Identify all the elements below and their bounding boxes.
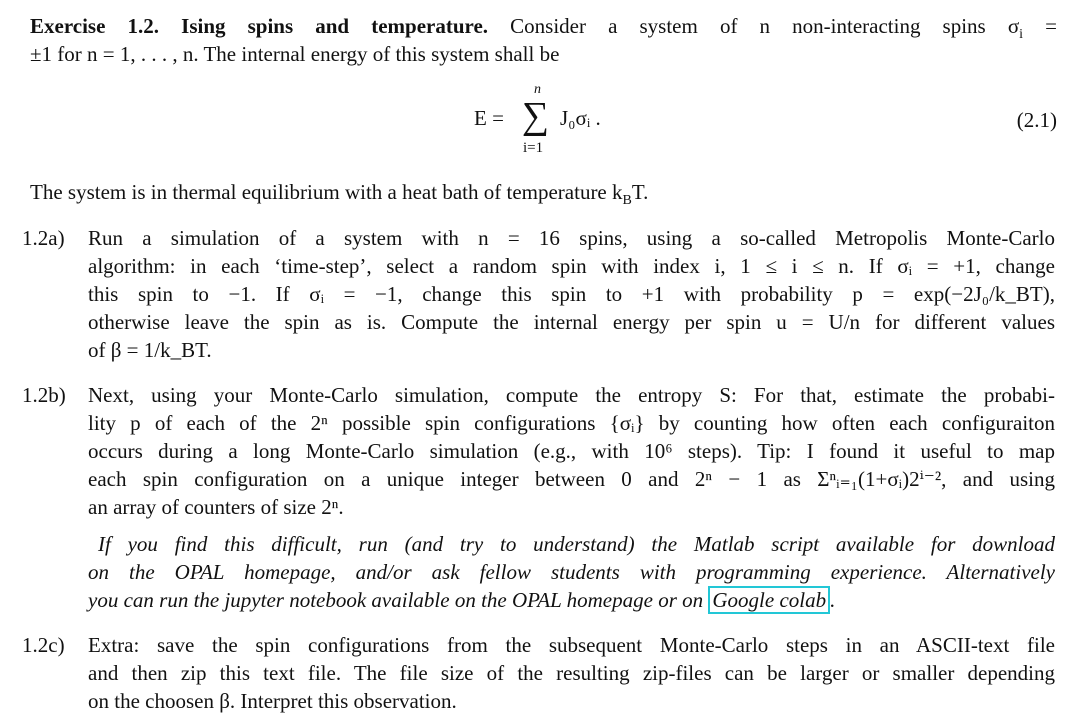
sum-upper-limit: n <box>534 82 541 97</box>
item-b-line: each spin configuration on a unique integer between 0 and 2ⁿ − 1 as Σⁿᵢ₌₁(1+σᵢ)2ⁱ⁻², and using <box>88 467 1055 491</box>
google-colab-link[interactable]: Google colab <box>708 586 830 614</box>
item-b-line: Next, using your Monte-Carlo simulation, compute the entropy S: For that, estimate the probabi- <box>88 383 1055 407</box>
item-a-line: otherwise leave the spin as is. Compute the internal energy per spin u = U/n for different values <box>88 310 1055 334</box>
thermal-text-end: T. <box>631 180 649 204</box>
item-b-note-line: on the OPAL homepage, and/or ask fellow students with programming experience. Alternatively <box>88 560 1055 584</box>
equation-number: (2.1) <box>1016 108 1057 132</box>
link-trailing-period: . <box>830 588 836 612</box>
item-b-label: 1.2b) <box>22 383 66 407</box>
exercise-intro-a: Consider a system of n non-interacting spins σ <box>510 14 1020 38</box>
item-a-line: of β = 1/k_BT. <box>88 338 212 362</box>
sum-lower-limit: i=1 <box>523 140 544 156</box>
item-b-note-line: If you find this difficult, run (and try to understand) the Matlab script available for download <box>98 532 1055 556</box>
item-b-line: lity p of each of the 2ⁿ possible spin configurations {σᵢ} by counting how often each configuraiton <box>88 411 1055 435</box>
exercise-label: Exercise 1.2. <box>30 14 160 38</box>
exercise-title: Ising spins and temperature. <box>181 14 489 38</box>
item-a-label: 1.2a) <box>22 226 65 250</box>
sum-symbol: ∑ <box>522 95 550 137</box>
item-b-note-line-last <box>88 586 835 614</box>
equation-rhs: J₀σᵢ . <box>560 106 601 130</box>
exercise-heading-line: Exercise 1.2. Ising spins and temperature. Consider a system of n non-interacting spins $\sigma_i$ = <box>30 14 1057 42</box>
thermal-text: The system is in thermal equilibrium with a heat bath of temperature k <box>30 180 623 204</box>
item-c-line: on the choosen β. Interpret this observation. <box>88 689 457 713</box>
energy-equation <box>474 80 674 160</box>
item-a-line: this spin to −1. If σᵢ = −1, change this spin to +1 with probability p = exp(−2J₀/k_BT), <box>88 282 1055 306</box>
item-a-line: Run a simulation of a system with n = 16 spins, using a so-called Metropolis Monte-Carlo <box>88 226 1055 250</box>
exercise-intro-b: ±1 for n = 1, . . . , n. The internal energy of this system shall be <box>30 42 560 66</box>
item-b-line: an array of counters of size 2ⁿ. <box>88 495 344 519</box>
item-c-line: and then zip this text file. The file size of the resulting zip-files can be larger or smaller depending <box>88 661 1055 685</box>
equation-lhs: E = <box>474 106 504 130</box>
thermal-equilibrium-line: The system is in thermal equilibrium with a heat bath of temperature $k_BT$. <box>30 180 649 208</box>
item-c-label: 1.2c) <box>22 633 65 657</box>
item-a-line: algorithm: in each ‘time-step’, select a random spin with index i, 1 ≤ i ≤ n. If σᵢ = +1, change <box>88 254 1055 278</box>
item-c-line: Extra: save the spin configurations from the subsequent Monte-Carlo steps in an ASCII-text file <box>88 633 1055 657</box>
item-b-note-text: you can run the jupyter notebook available on the OPAL homepage or on <box>88 588 704 612</box>
exercise-intro-line-2 <box>30 40 559 68</box>
item-b-line: occurs during a long Monte-Carlo simulation (e.g., with 10⁶ steps). Tip: I found it useful to map <box>88 439 1055 463</box>
